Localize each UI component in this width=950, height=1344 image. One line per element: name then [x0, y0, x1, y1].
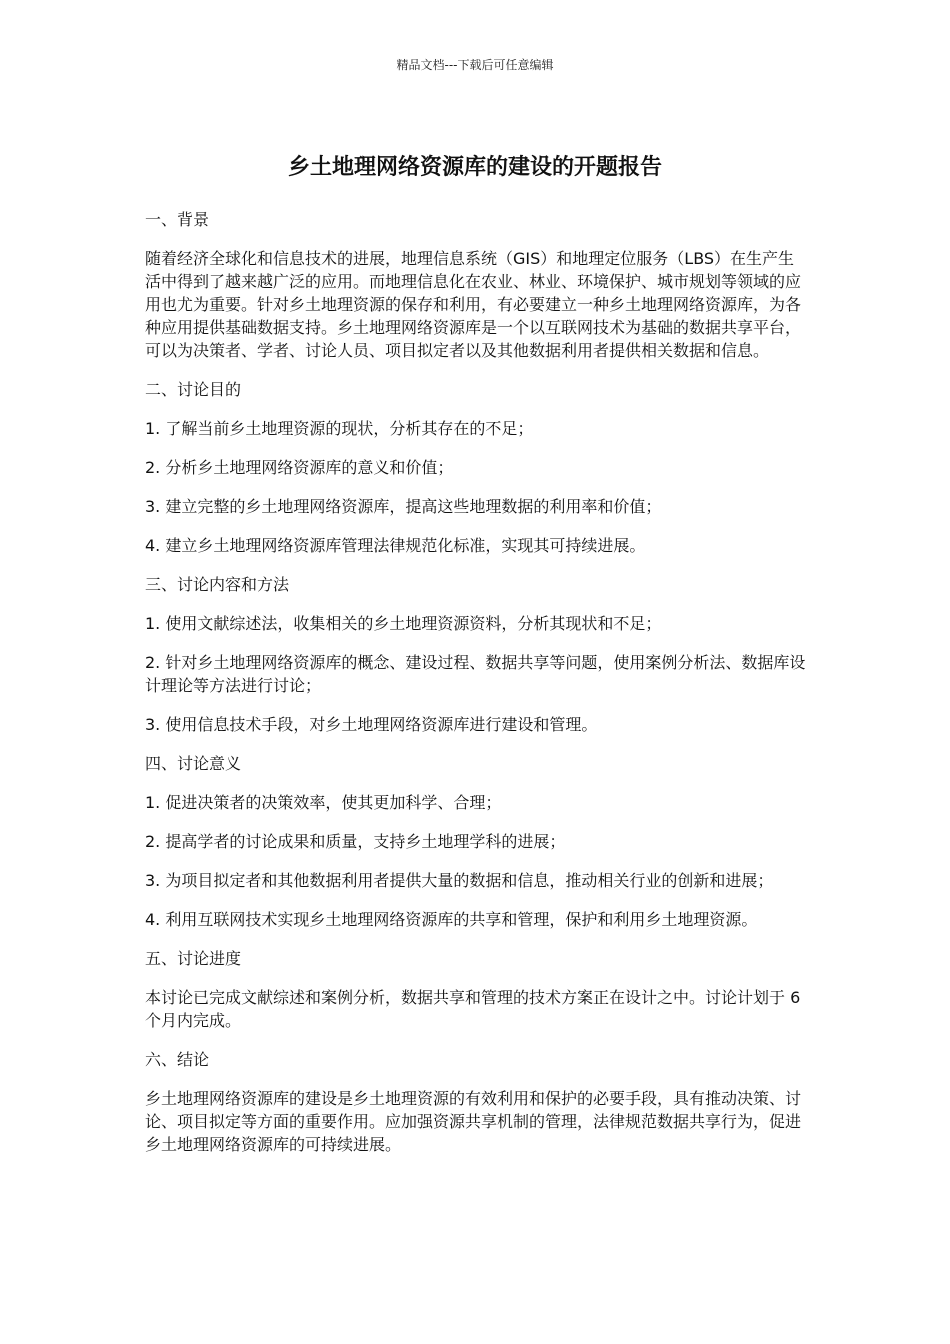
- conclusion-paragraph: 乡土地理网络资源库的建设是乡土地理资源的有效利用和保护的必要手段，具有推动决策、讨论、项目拟定等方面的重要作用。应加强资源共享机制的管理，法律规范数据共享行为，促进乡土地理网络资源库的可持续进展。: [145, 1089, 802, 1154]
- document-title: 乡土地理网络资源库的建设的开题报告: [287, 154, 662, 180]
- method-item: 1. 使用文献综述法，收集相关的乡土地理资源资料，分析其现状和不足；: [145, 614, 662, 633]
- page-header: 精品文档---下载后可任意编辑: [396, 58, 554, 72]
- section-heading-significance: 四、讨论意义: [145, 754, 242, 773]
- section-heading-background: 一、背景: [145, 210, 210, 229]
- purpose-item: 3. 建立完整的乡土地理网络资源库，提高这些地理数据的利用率和价值；: [145, 497, 662, 516]
- purpose-item: 1. 了解当前乡土地理资源的现状，分析其存在的不足；: [145, 419, 534, 438]
- significance-item: 2. 提高学者的讨论成果和质量，支持乡土地理学科的进展；: [145, 832, 566, 851]
- section-heading-content-methods: 三、讨论内容和方法: [145, 575, 290, 594]
- background-paragraph: 随着经济全球化和信息技术的进展，地理信息系统（GIS）和地理定位服务（LBS）在生产生活中得到了越来越广泛的应用。而地理信息化在农业、林业、环境保护、城市规划等领域的应用也尤为重要。针对乡土地理资源的保存和利用，有必要建立一种乡土地理网络资源库，为各种应用提供基础数据支持。乡土地理网络资源库是一个以互联网技术为基础的数据共享平台，可以为决策者、学者、讨论人员、项目拟定者以及其他数据利用者提供相关数据和信息。: [145, 249, 802, 360]
- significance-item: 4. 利用互联网技术实现乡土地理网络资源库的共享和管理，保护和利用乡土地理资源。: [145, 910, 758, 929]
- significance-item: 3. 为项目拟定者和其他数据利用者提供大量的数据和信息，推动相关行业的创新和进展；: [145, 871, 774, 890]
- document-body: [145, 208, 810, 1172]
- purpose-item: 2. 分析乡土地理网络资源库的意义和价值；: [145, 458, 454, 477]
- section-heading-conclusion: 六、结论: [145, 1050, 210, 1069]
- section-heading-purpose: 二、讨论目的: [145, 380, 242, 399]
- significance-item: 1. 促进决策者的决策效率，使其更加科学、合理；: [145, 793, 502, 812]
- method-item: 2. 针对乡土地理网络资源库的概念、建设过程、数据共享等问题，使用案例分析法、数据库设计理论等方法进行讨论；: [145, 653, 806, 695]
- method-item: 3. 使用信息技术手段，对乡土地理网络资源库进行建设和管理。: [145, 715, 598, 734]
- progress-paragraph: 本讨论已完成文献综述和案例分析，数据共享和管理的技术方案正在设计之中。讨论计划于 6 个月内完成。: [145, 988, 801, 1030]
- purpose-item: 4. 建立乡土地理网络资源库管理法律规范化标准，实现其可持续进展。: [145, 536, 646, 555]
- section-heading-progress: 五、讨论进度: [145, 949, 242, 968]
